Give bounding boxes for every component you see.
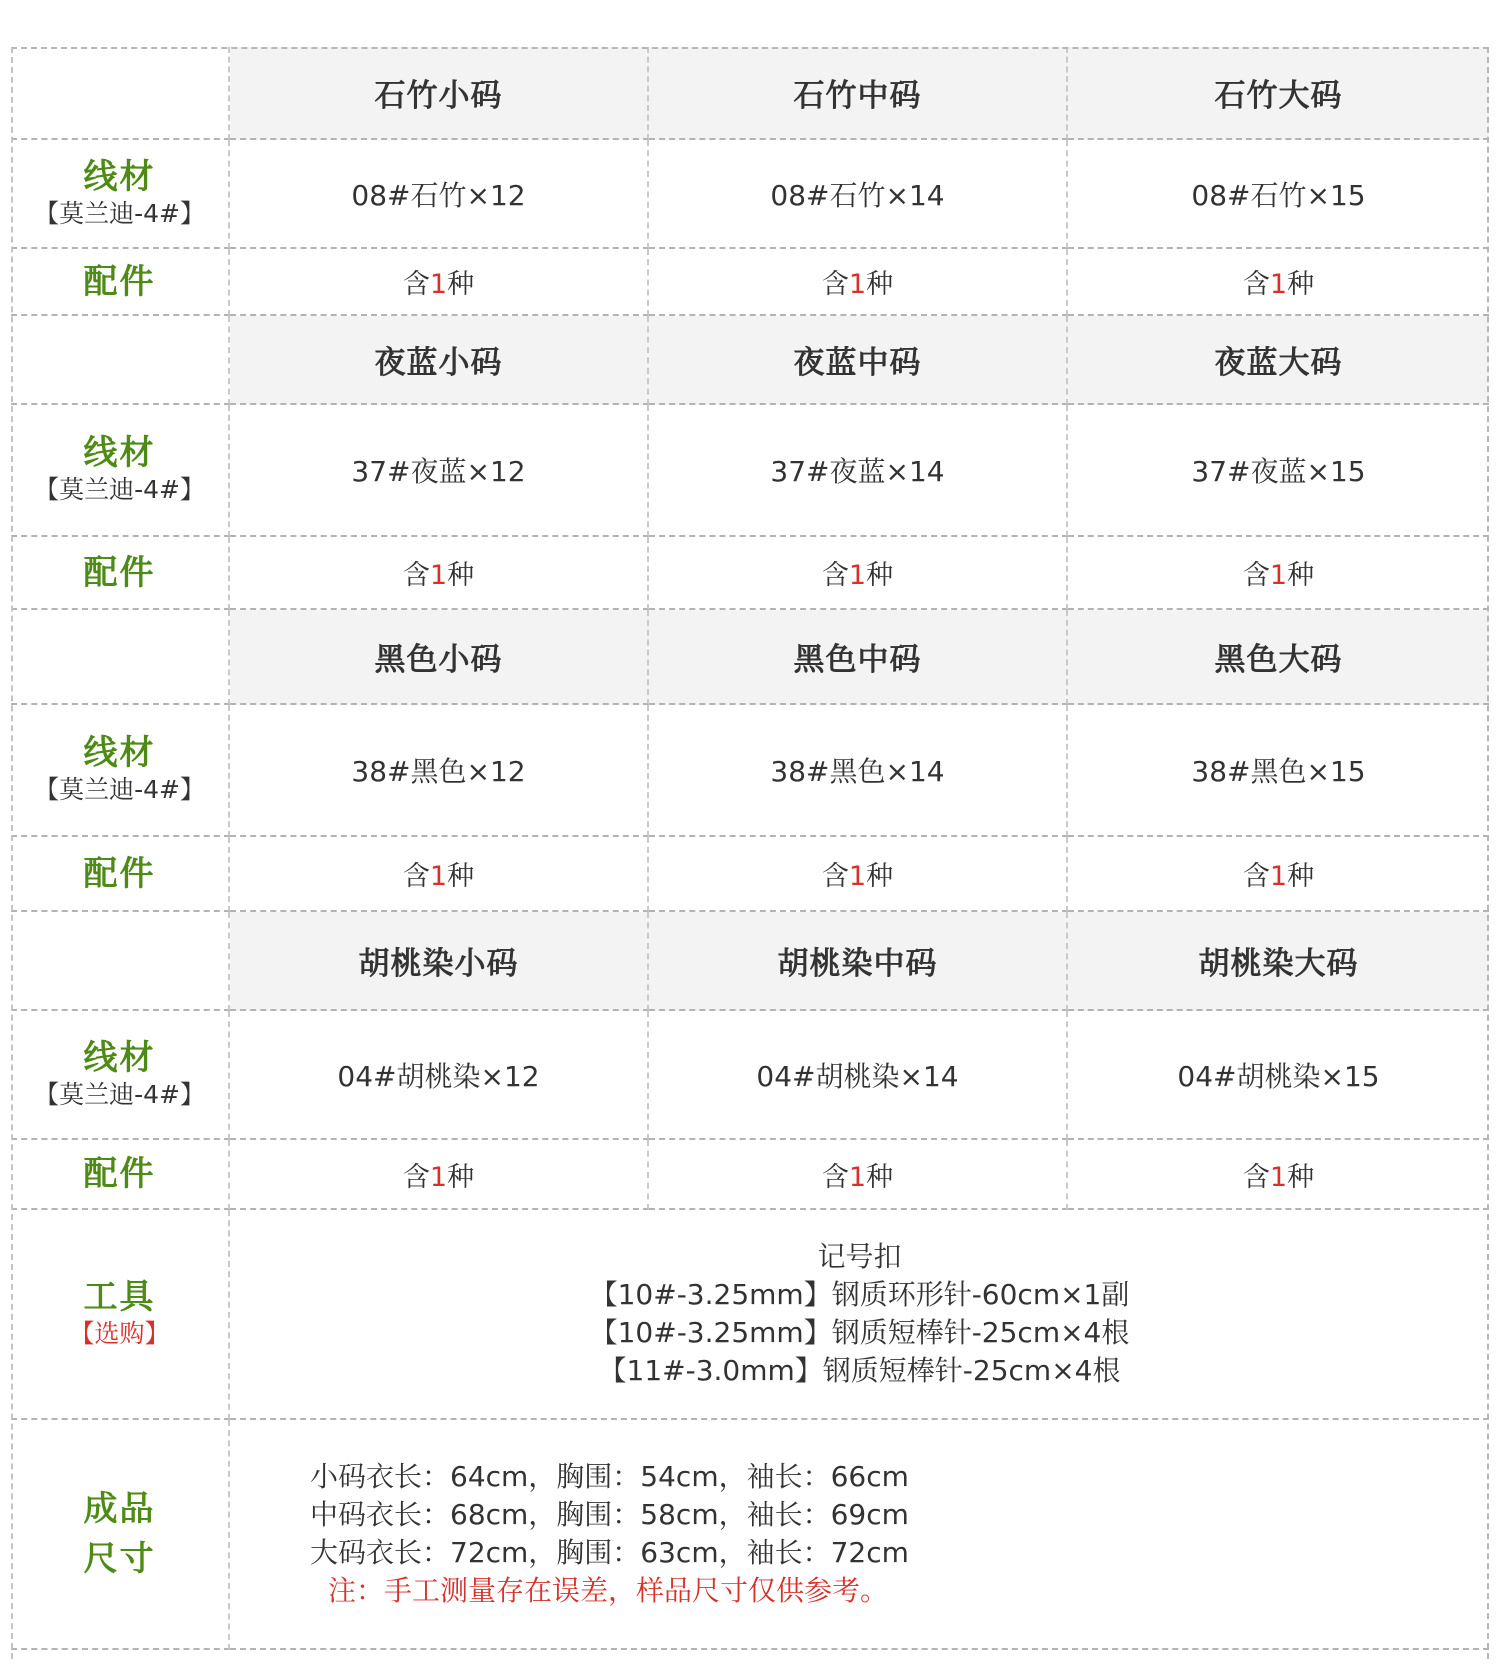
- accessory-value: 含1种: [230, 249, 649, 316]
- yarn-value: 37#夜蓝×15: [1068, 405, 1489, 537]
- yarn-label: 线材: [83, 733, 156, 773]
- accessory-value: 含1种: [1068, 837, 1489, 912]
- accessory-label-cell: [11, 537, 230, 610]
- accessory-label-cell: [11, 1140, 230, 1210]
- accessory-value: 含1种: [649, 1140, 1068, 1210]
- measurement-note: 注：手工测量存在误差，样品尺寸仅供参考。: [328, 1574, 889, 1607]
- yarn-value: 38#黑色×14: [649, 705, 1068, 837]
- size-measurement: 中码衣长：68cm，胸围：58cm，袖长：69cm: [310, 1498, 909, 1531]
- yarn-value: 08#石竹×12: [230, 140, 649, 249]
- finished-size-list: [230, 1420, 1489, 1650]
- accessory-label: 配件: [83, 1154, 156, 1194]
- yarn-value: 37#夜蓝×12: [230, 405, 649, 537]
- header-corner: [11, 610, 230, 705]
- yarn-value: 38#黑色×12: [230, 705, 649, 837]
- size-measurement: 大码衣长：72cm，胸围：63cm，袖长：72cm: [310, 1536, 909, 1569]
- yarn-label: 线材: [83, 433, 156, 473]
- accessory-value: 含1种: [230, 1140, 649, 1210]
- yarn-value: 04#胡桃染×15: [1068, 1011, 1489, 1140]
- yarn-sublabel: 【莫兰迪-4#】: [34, 1079, 205, 1109]
- accessory-value: 含1种: [649, 249, 1068, 316]
- size-header: 胡桃染大码: [1068, 912, 1489, 1011]
- yarn-label-cell: [11, 405, 230, 537]
- accessory-value: 含1种: [649, 537, 1068, 610]
- tools-label-cell: [11, 1210, 230, 1420]
- size-header: 夜蓝大码: [1068, 316, 1489, 405]
- accessory-label-cell: [11, 249, 230, 316]
- yarn-label-cell: [11, 1011, 230, 1140]
- yarn-sublabel: 【莫兰迪-4#】: [34, 775, 205, 804]
- tools-sublabel: 【选购】: [69, 1319, 170, 1348]
- accessory-value: 含1种: [1068, 1140, 1489, 1210]
- accessory-value: 含1种: [1068, 537, 1489, 610]
- yarn-value: 08#石竹×14: [649, 140, 1068, 249]
- header-corner: [11, 912, 230, 1011]
- finished-size-label-cell: [11, 1420, 230, 1650]
- yarn-label-cell: [11, 705, 230, 837]
- size-header: 石竹小码: [230, 47, 649, 140]
- size-header: 夜蓝中码: [649, 316, 1068, 405]
- size-header: 夜蓝小码: [230, 316, 649, 405]
- accessory-label: 配件: [83, 552, 156, 593]
- tool-item: 【11#-3.0mm】钢质短棒针-25cm×4根: [598, 1354, 1121, 1387]
- yarn-value: 37#夜蓝×14: [649, 405, 1068, 537]
- accessory-value: 含1种: [230, 537, 649, 610]
- tool-item: 【10#-3.25mm】钢质环形针-60cm×1副: [589, 1278, 1130, 1311]
- tools-label: 工具: [83, 1277, 156, 1317]
- size-header: 黑色中码: [649, 610, 1068, 705]
- yarn-sublabel: 【莫兰迪-4#】: [34, 475, 205, 504]
- size-header: 黑色小码: [230, 610, 649, 705]
- yarn-value: 04#胡桃染×14: [649, 1011, 1068, 1140]
- tool-item: 【10#-3.25mm】钢质短棒针-25cm×4根: [589, 1316, 1130, 1349]
- finished-size-label: 尺寸: [83, 1539, 156, 1579]
- yarn-value: 38#黑色×15: [1068, 705, 1489, 837]
- yarn-label-cell: [11, 140, 230, 249]
- size-header: 胡桃染中码: [649, 912, 1068, 1011]
- tool-item: 记号扣: [817, 1240, 902, 1273]
- size-header: 胡桃染小码: [230, 912, 649, 1011]
- yarn-value: 04#胡桃染×12: [230, 1011, 649, 1140]
- accessory-label: 配件: [83, 853, 156, 894]
- tools-list: [230, 1210, 1489, 1420]
- yarn-label: 线材: [83, 1037, 156, 1078]
- finished-size-label: 成品: [83, 1489, 156, 1529]
- yarn-sublabel: 【莫兰迪-4#】: [34, 198, 205, 228]
- size-header: 石竹大码: [1068, 47, 1489, 140]
- accessory-value: 含1种: [230, 837, 649, 912]
- size-header: 石竹中码: [649, 47, 1068, 140]
- yarn-label: 线材: [83, 156, 156, 197]
- spec-table: [11, 47, 1489, 1659]
- header-corner: [11, 316, 230, 405]
- header-corner: [11, 47, 230, 140]
- accessory-value: 含1种: [1068, 249, 1489, 316]
- accessory-label-cell: [11, 837, 230, 912]
- accessory-value: 含1种: [649, 837, 1068, 912]
- size-header: 黑色大码: [1068, 610, 1489, 705]
- accessory-label: 配件: [83, 261, 156, 302]
- size-measurement: 小码衣长：64cm，胸围：54cm，袖长：66cm: [310, 1460, 909, 1493]
- yarn-value: 08#石竹×15: [1068, 140, 1489, 249]
